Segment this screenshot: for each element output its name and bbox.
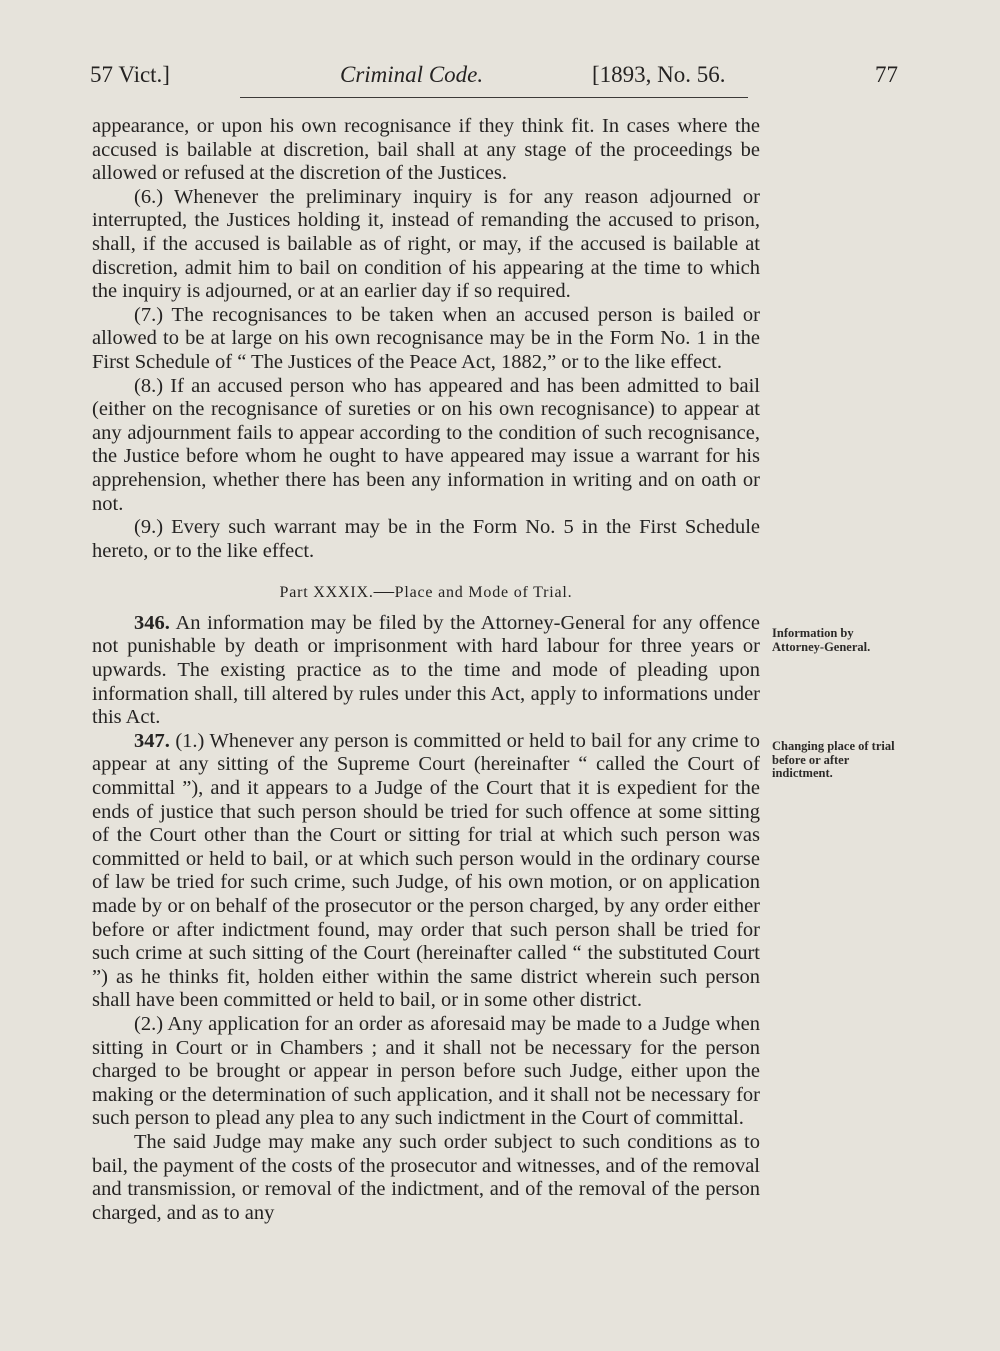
section-347-subsection-1: (1.) Whenever any person is committed or held to bail for any crime to appear at any sitting of the Supreme Court (hereinafter “ called the Court of committal ”), and it appears to a Judge of the Court that it is expedient for the ends of justice that such person should be tried for such offence at some sitting of the Court other than the Court or sitting for trial at which such person was committed or held to bail, or at which such person would in the ordinary course of law be tried for such crime, such Judge, of his own motion, or on application made by or on behalf of the prosecutor or the person charged, by any order either before or after indictment found, may order that such person shall be tried for such crime at such sitting of the Court (hereinafter called “ the substituted Court ”) as he thinks fit, holden either within the same district wherein such person shall have been committed or held to bail, or in some other district.	[92, 729, 761, 1012]
section-number-347: 347.	[134, 729, 170, 752]
section-347-subsection-3: The said Judge may make any such order subject to such conditions as to bail, the payment of the costs of the prosecutor and witnesses, and of the removal and transmission, or removal of the indictment, and of the removal of the person charged, and as to any	[92, 1130, 760, 1224]
part-heading	[92, 580, 760, 605]
marginal-note-347: Changing place of trial before or after indictment.	[772, 739, 895, 780]
part-title: Place and Mode of Trial.	[394, 584, 573, 602]
section-347	[92, 730, 760, 1013]
page-number: 77	[875, 62, 898, 87]
paragraph-continuation: appearance, or upon his own recognisance if they think fit. In cases where the accused is bailable at discretion, bail shall at any stage of the proceedings be allowed or refused at the discretion of the Justices.	[92, 115, 760, 185]
header-rule	[240, 97, 748, 98]
subsection-7: (7.) The recognisances to be taken when an accused person is bailed or allowed to be at large on his own recognisance may be in the Form No. 1 in the First Schedule of “ The Justices of the Peace Act, 1882,” or to the like effect.	[92, 303, 760, 373]
regnal-year: 57 Vict.]	[90, 62, 170, 87]
subsection-8: (8.) If an accused person who has appeared and has been admitted to bail (either on the recognisance of sureties or on his own recognisance) to appear at any adjournment fails to appear according to the condition of such recognisance, the Justice before whom he ought to have appeared may issue a warrant for his apprehension, whether there has been any information in writing and on oath or not.	[92, 374, 760, 515]
section-number-346: 346.	[134, 611, 170, 634]
section-346-text: An information may be filed by the Attorney-General for any offence not punishable by death or imprisonment with hard labour for three years or upwards. The existing practice as to the time and mode of pleading upon information shall, till altered by rules under this Act, apply to informations under this Act.	[92, 611, 760, 729]
main-text	[92, 115, 760, 1225]
part-dash: —	[373, 580, 395, 603]
part-label: Part XXXIX.	[279, 584, 374, 602]
section-347-subsection-2: (2.) Any application for an order as aforesaid may be made to a Judge when sitting in Court or in Chambers ; and it shall not be necessary for the person charged to be brought or appear in person before such Judge, either upon the making or the determination of such application, and it shall not be necessary for such person to plead any plea to any such indictment in the Court of committal.	[92, 1012, 760, 1130]
subsection-6: (6.) Whenever the preliminary inquiry is for any reason adjourned or interrupted, the Justices holding it, instead of remanding the accused to prison, shall, if the accused is bailable as of right, or may, if the accused is bailable at discretion, admit him to bail on condition of his appearing at the time to which the inquiry is adjourned, or at an earlier day if so required.	[92, 185, 760, 303]
act-citation: [1893, No. 56.	[592, 62, 726, 87]
subsection-9: (9.) Every such warrant may be in the Form No. 5 in the First Schedule hereto, or to the like effect.	[92, 516, 760, 562]
running-head	[90, 62, 905, 98]
act-title: Criminal Code.	[340, 62, 484, 87]
marginal-note-346: Information by Attorney-General.	[772, 626, 871, 654]
section-346	[92, 612, 760, 730]
